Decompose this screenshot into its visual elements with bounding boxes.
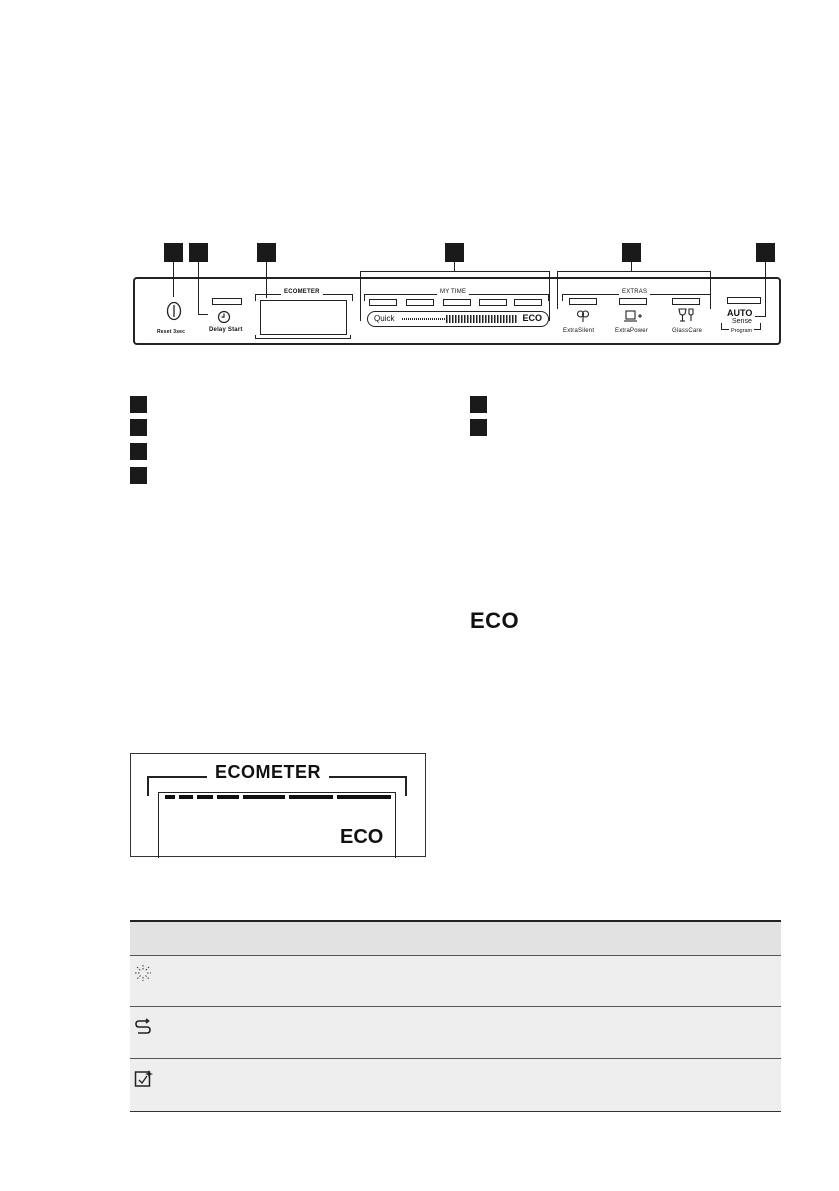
ecometer-bars	[165, 795, 391, 801]
ecometer-detail-eco: ECO	[340, 826, 384, 848]
sparkle-icon	[134, 964, 152, 982]
eco-heading: ECO	[470, 608, 520, 633]
scale-dot	[402, 318, 403, 320]
extrapower-label: ExtraPower	[615, 328, 649, 334]
delay-indicator	[212, 298, 242, 305]
scale-tick	[455, 315, 457, 323]
scale-tick	[503, 315, 505, 323]
callout-2	[189, 243, 208, 262]
scale-tick	[464, 315, 466, 323]
table-row	[130, 956, 781, 1006]
legend-marker-1	[130, 396, 147, 413]
table-bottom-rule	[130, 1111, 781, 1112]
mytime-ind-2	[406, 299, 434, 306]
scale-dot	[422, 318, 423, 320]
delay-label: Delay Start	[209, 327, 243, 333]
ecometer-label: ECOMETER	[281, 289, 323, 295]
ecometer-base	[255, 335, 351, 339]
glasscare-label: GlassCare	[672, 328, 703, 334]
scale-dot	[418, 318, 419, 320]
extras-label: EXTRAS	[619, 289, 650, 295]
scale-tick	[479, 315, 481, 323]
scale-tick	[482, 315, 484, 323]
mytime-ind-4	[479, 299, 507, 306]
scale-dot	[416, 318, 417, 320]
auto-label[interactable]: AUTO	[727, 308, 753, 318]
mytime-ind-1	[369, 299, 397, 306]
scale-tick	[446, 315, 448, 323]
scale-tick	[515, 315, 517, 323]
legend-marker-6	[470, 419, 487, 436]
sense-label: Sense	[732, 318, 752, 325]
scale-dot	[444, 318, 445, 320]
scale-tick	[485, 315, 487, 323]
scale-dot	[442, 318, 443, 320]
mytime-slider[interactable]	[367, 311, 549, 327]
loop-icon	[134, 1017, 152, 1035]
mytime-scale	[402, 315, 520, 323]
pot-plus-icon[interactable]	[624, 308, 644, 323]
scale-tick	[476, 315, 478, 323]
reset-label: Reset 3sec	[157, 329, 186, 335]
fan-icon[interactable]	[576, 309, 590, 323]
scale-tick	[449, 315, 451, 323]
legend-marker-3	[130, 443, 147, 460]
legend-marker-4	[130, 467, 147, 484]
scale-tick	[488, 315, 490, 323]
callout-3	[257, 243, 276, 262]
glass-icon[interactable]	[678, 308, 696, 324]
extrasilent-label: ExtraSilent	[563, 328, 595, 334]
legend-marker-2	[130, 419, 147, 436]
clock-icon[interactable]	[217, 310, 231, 324]
quick-label: Quick	[374, 314, 395, 323]
scale-tick	[473, 315, 475, 323]
scale-tick	[467, 315, 469, 323]
mytime-ind-5	[514, 299, 542, 306]
scale-dot	[424, 318, 425, 320]
scale-tick	[494, 315, 496, 323]
scale-dot	[432, 318, 433, 320]
legend-marker-5	[470, 396, 487, 413]
scale-dot	[406, 318, 407, 320]
extrapower-indicator	[619, 298, 647, 305]
leader-5-h	[557, 271, 711, 272]
scale-dot	[426, 318, 427, 320]
glasscare-indicator	[672, 298, 700, 305]
scale-dot	[414, 318, 415, 320]
scale-tick	[461, 315, 463, 323]
scale-tick	[512, 315, 514, 323]
callout-1	[164, 243, 183, 262]
scale-dot	[412, 318, 413, 320]
callout-6	[756, 243, 775, 262]
scale-dot	[420, 318, 421, 320]
scale-dot	[440, 318, 441, 320]
scale-tick	[506, 315, 508, 323]
scale-tick	[497, 315, 499, 323]
scale-tick	[452, 315, 454, 323]
scale-dot	[404, 318, 405, 320]
scale-tick	[500, 315, 502, 323]
mytime-label: MY TIME	[437, 289, 469, 295]
table-row	[130, 1059, 781, 1111]
tray-icon	[134, 1069, 154, 1089]
eco-label: ECO	[522, 313, 542, 323]
scale-dot	[434, 318, 435, 320]
scale-tick	[491, 315, 493, 323]
scale-tick	[458, 315, 460, 323]
program-label: Program	[731, 328, 753, 334]
ecometer-detail	[130, 753, 426, 857]
ecometer-display	[260, 300, 347, 335]
control-panel	[133, 277, 781, 345]
callout-5	[622, 243, 641, 262]
ecometer-detail-title: ECOMETER	[207, 762, 329, 783]
extrasilent-indicator	[569, 298, 597, 305]
scale-dot	[430, 318, 431, 320]
scale-dot	[410, 318, 411, 320]
auto-indicator	[727, 297, 761, 304]
leader-4-h	[360, 271, 550, 272]
callout-4	[445, 243, 464, 262]
table-row	[130, 1007, 781, 1058]
scale-tick	[470, 315, 472, 323]
scale-dot	[428, 318, 429, 320]
table-header-row	[130, 922, 781, 955]
scale-dot	[408, 318, 409, 320]
scale-dot	[438, 318, 439, 320]
scale-dot	[436, 318, 437, 320]
mytime-ind-3	[443, 299, 471, 306]
scale-tick	[509, 315, 511, 323]
power-icon[interactable]	[166, 301, 182, 321]
